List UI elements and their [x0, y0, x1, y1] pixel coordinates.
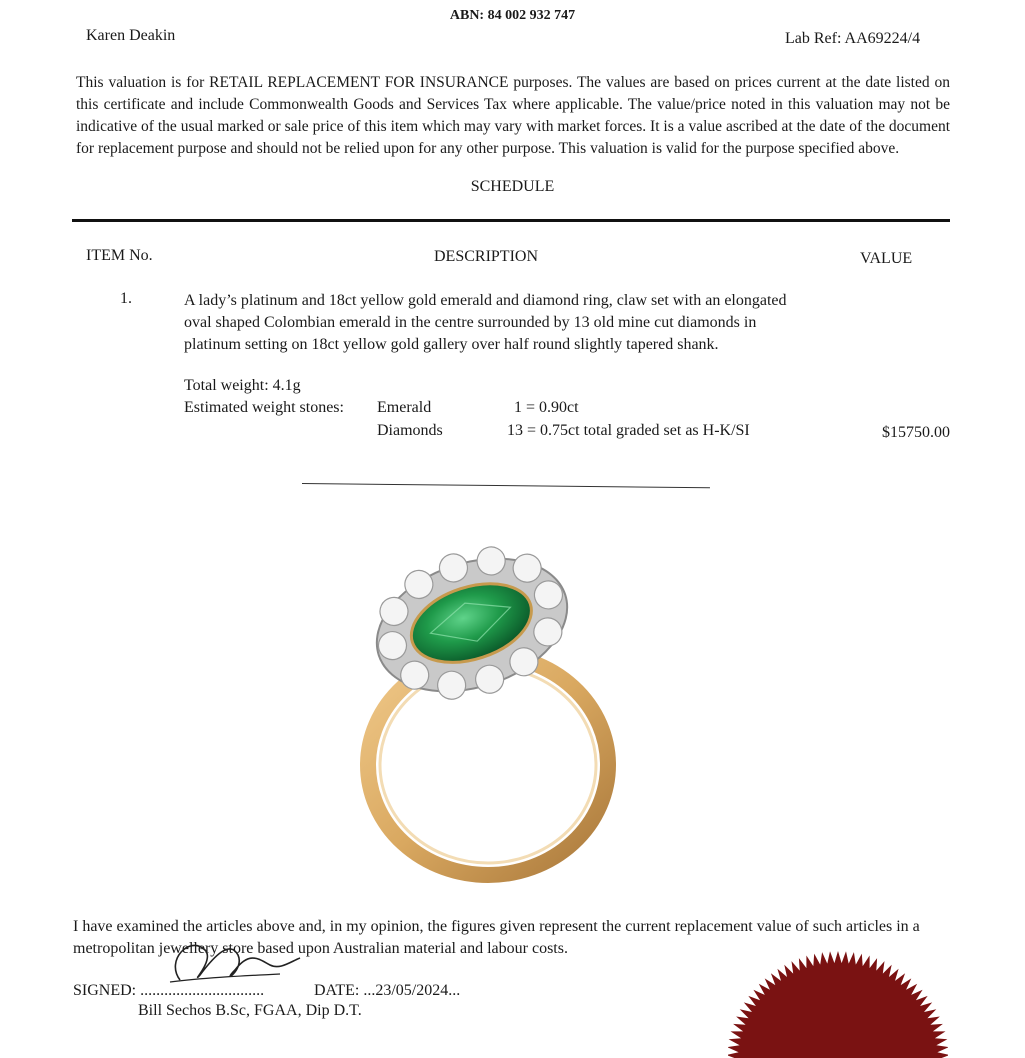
estimated-weight-label: Estimated weight stones: [184, 399, 344, 416]
stone-name-emerald: Emerald [377, 399, 432, 416]
stone-detail-diamonds: 13 = 0.75ct total graded set as H-K/SI [507, 422, 750, 439]
item-description: A lady’s platinum and 18ct yellow gold emerald and diamond ring, claw set with an elongated oval shaped Colombian emerald in the centre surrounded by 13 old mine cut diamonds in platinum setting on 18ct yellow gold gallery over half round slightly tapered shank. [184, 292, 787, 353]
wax-seal [728, 938, 948, 1058]
item-number: 1. [120, 290, 132, 307]
column-header-item: ITEM No. [86, 247, 153, 264]
handwritten-signature [160, 930, 310, 990]
total-weight: Total weight: 4.1g [184, 377, 301, 394]
item-value: $15750.00 [882, 424, 950, 441]
valuation-purpose-paragraph: This valuation is for RETAIL REPLACEMENT FOR INSURANCE purposes. The values are based on prices current at the date listed on this certificate and include Commonwealth Goods and Services Tax where applicable. The value/price noted in this valuation may not be indicative of the usual marked or sale price of this item which may vary with market forces. It is a value ascribed at the date of the document for replacement purpose and should not be relied upon for any other purpose. This valuation is valid for the purpose specified above. [76, 74, 950, 157]
valuer-name: Bill Sechos B.Sc, FGAA, Dip D.T. [138, 1002, 362, 1019]
ring-photo [300, 510, 720, 895]
signed-line: SIGNED: ............................... [73, 982, 265, 999]
abn-number: ABN: 84 002 932 747 [449, 8, 576, 23]
stone-name-diamonds: Diamonds [377, 422, 443, 439]
schedule-heading: SCHEDULE [470, 178, 555, 195]
date-line: DATE: ...23/05/2024... [314, 982, 461, 999]
column-header-description: DESCRIPTION [434, 248, 539, 265]
stone-detail-emerald: 1 = 0.90ct [514, 399, 579, 416]
section-divider [72, 219, 950, 222]
client-name: Karen Deakin [86, 27, 176, 44]
valuer-statement: I have examined the articles above and, in my opinion, the figures given represent the current replacement value of such articles in a metropolitan jewellery store based upon Australian material and labour costs. [73, 918, 920, 957]
photo-divider [302, 483, 710, 488]
lab-reference: Lab Ref: AA69224/4 [785, 30, 921, 47]
column-header-value: VALUE [860, 250, 913, 267]
